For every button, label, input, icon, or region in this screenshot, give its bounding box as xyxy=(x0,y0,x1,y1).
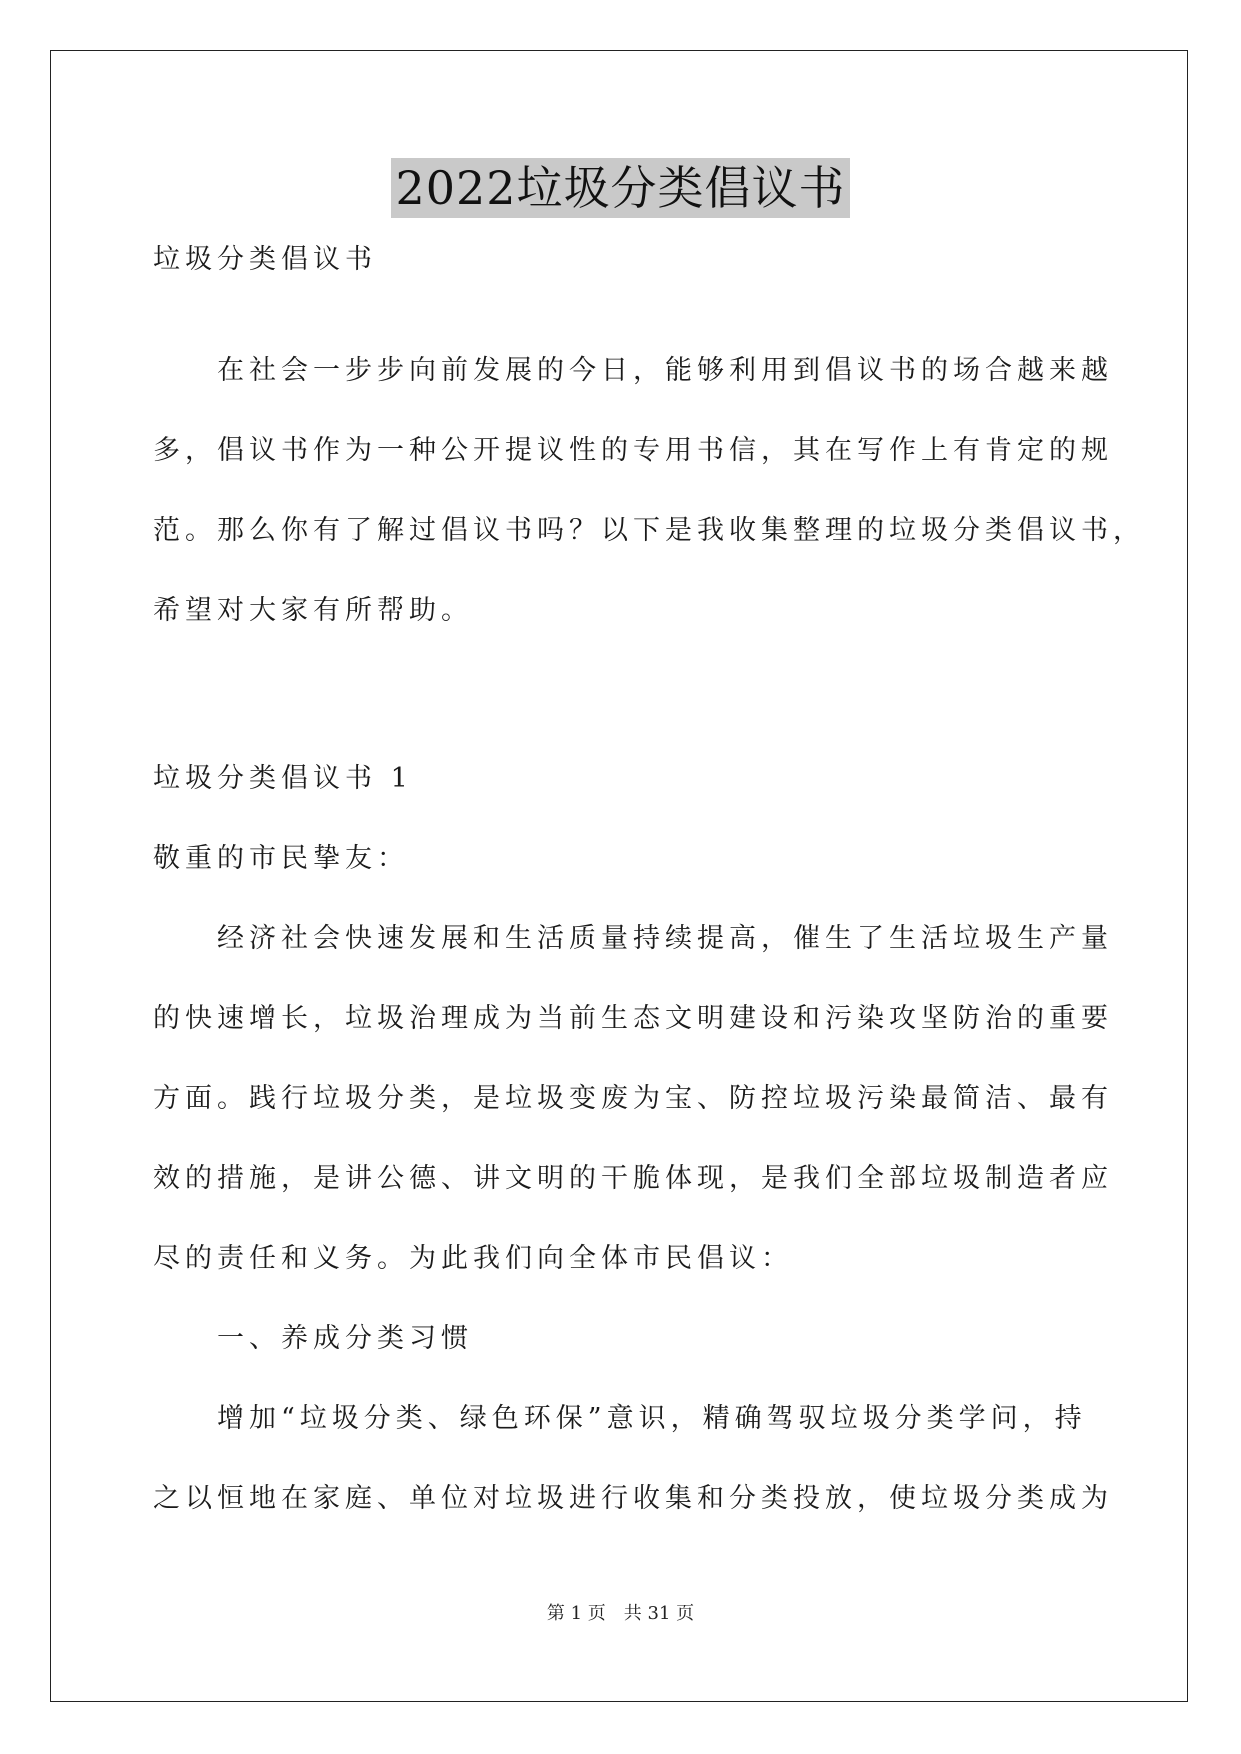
paragraph-line: 范。那么你有了解过倡议书吗？以下是我收集整理的垃圾分类倡议书， xyxy=(153,515,1145,546)
page-border xyxy=(50,50,1188,1702)
paragraph-line: 之以恒地在家庭、单位对垃圾进行收集和分类投放，使垃圾分类成为 xyxy=(153,1483,1113,1514)
paragraph-line: 的快速增长，垃圾治理成为当前生态文明建设和污染攻坚防治的重要 xyxy=(153,1003,1113,1034)
list-heading: 一、养成分类习惯 xyxy=(153,1323,473,1354)
paragraph-line: 希望对大家有所帮助。 xyxy=(153,595,473,626)
paragraph-line: 方面。践行垃圾分类，是垃圾变废为宝、防控垃圾污染最简洁、最有 xyxy=(153,1083,1113,1114)
section-heading: 垃圾分类倡议书 1 xyxy=(153,763,413,794)
subtitle: 垃圾分类倡议书 xyxy=(153,244,377,275)
paragraph-line: 尽的责任和义务。为此我们向全体市民倡议： xyxy=(153,1243,793,1274)
page-footer: 第 1 页 共 31 页 xyxy=(546,1603,695,1624)
paragraph-line: 多，倡议书作为一种公开提议性的专用书信，其在写作上有肯定的规 xyxy=(153,435,1113,466)
paragraph-line: 效的措施，是讲公德、讲文明的干脆体现，是我们全部垃圾制造者应 xyxy=(153,1163,1113,1194)
title-container xyxy=(0,158,1241,218)
document-title: 2022垃圾分类倡议书 xyxy=(391,158,849,218)
paragraph-line: 增加“垃圾分类、绿色环保”意识，精确驾驭垃圾分类学问，持 xyxy=(153,1403,1087,1434)
paragraph-line: 在社会一步步向前发展的今日，能够利用到倡议书的场合越来越 xyxy=(153,355,1113,386)
paragraph-line: 经济社会快速发展和生活质量持续提高，催生了生活垃圾生产量 xyxy=(153,923,1113,954)
salutation: 敬重的市民挚友： xyxy=(153,843,409,874)
